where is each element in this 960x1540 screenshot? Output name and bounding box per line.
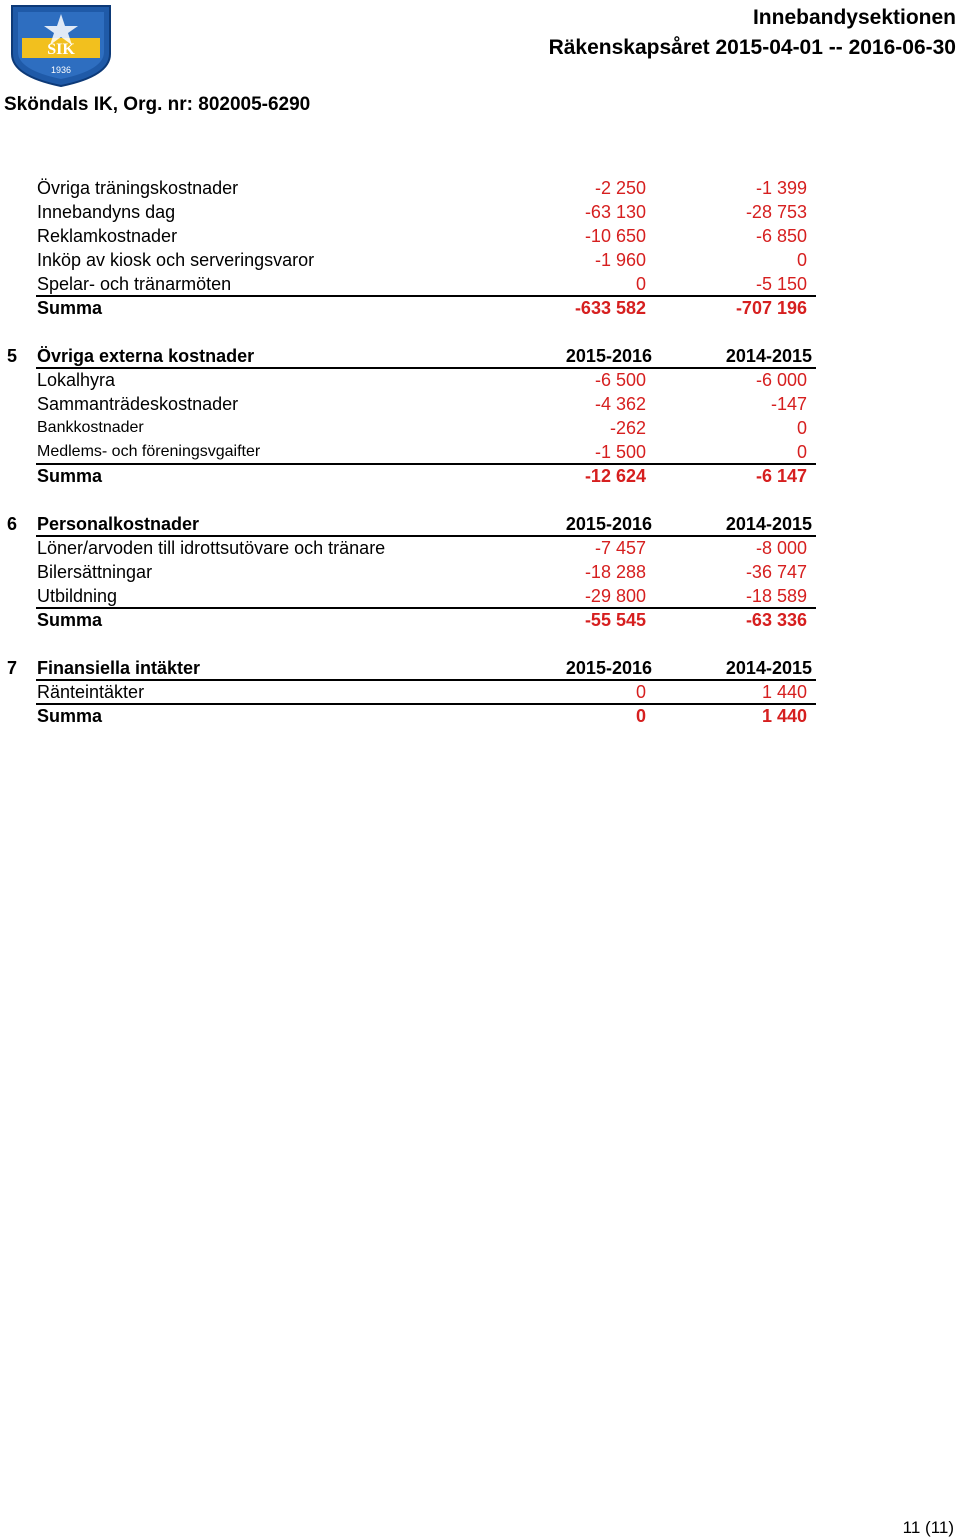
value-2015-2016: -1 960 <box>594 250 646 270</box>
club-logo <box>4 2 118 88</box>
section-header <box>0 512 960 536</box>
value-2015-2016: 0 <box>635 682 646 702</box>
value-2014-2015: 1 440 <box>761 682 807 702</box>
sum-row <box>0 704 960 728</box>
value-2014-2015: -28 753 <box>745 202 807 222</box>
value-2015-2016: -7 457 <box>594 538 646 558</box>
table-row <box>0 176 960 200</box>
value-2014-2015: 0 <box>796 250 807 270</box>
column-header-2014-2015: 2014-2015 <box>725 346 812 366</box>
table-row <box>0 584 960 608</box>
value-2014-2015: -6 000 <box>755 370 807 390</box>
sum-2014-2015: -6 147 <box>755 466 807 486</box>
sum-row <box>0 464 960 488</box>
table-row <box>0 560 960 584</box>
value-2014-2015: -18 589 <box>745 586 807 606</box>
value-2014-2015: -1 399 <box>755 178 807 198</box>
value-2014-2015: -5 150 <box>755 274 807 294</box>
value-2015-2016: -4 362 <box>594 394 646 414</box>
row-label: Utbildning <box>37 586 118 606</box>
sum-2014-2015: 1 440 <box>761 706 807 726</box>
sum-label: Summa <box>37 610 103 630</box>
section-title: Finansiella intäkter <box>37 658 201 678</box>
sum-2015-2016: 0 <box>635 706 646 726</box>
table-row <box>0 680 960 704</box>
fiscal-period: Räkenskapsåret 2015-04-01 -- 2016-06-30 <box>548 36 956 59</box>
value-2014-2015: -36 747 <box>745 562 807 582</box>
table-row <box>0 248 960 272</box>
row-label: Spelar- och tränarmöten <box>37 274 232 294</box>
sum-2014-2015: -63 336 <box>745 610 807 630</box>
value-2015-2016: 0 <box>635 274 646 294</box>
value-2015-2016: -6 500 <box>594 370 646 390</box>
value-2014-2015: -6 850 <box>755 226 807 246</box>
table-row <box>0 536 960 560</box>
value-2015-2016: -10 650 <box>584 226 646 246</box>
sum-label: Summa <box>37 706 103 726</box>
value-2015-2016: -18 288 <box>584 562 646 582</box>
row-label: Medlems- och föreningsvgaifter <box>37 443 261 460</box>
row-label: Sammanträdeskostnader <box>37 394 239 414</box>
sum-2015-2016: -633 582 <box>574 298 646 318</box>
section-header <box>0 656 960 680</box>
value-2014-2015: 0 <box>796 442 807 462</box>
row-label: Ränteintäkter <box>37 682 145 702</box>
table-row <box>0 272 960 296</box>
sum-label: Summa <box>37 466 103 486</box>
row-label: Bankkostnader <box>37 419 144 436</box>
report-section-title: Innebandysektionen <box>752 6 956 29</box>
value-2014-2015: -147 <box>770 394 807 414</box>
table-row <box>0 392 960 416</box>
logo-year: 1936 <box>50 65 72 75</box>
table-row <box>0 440 960 464</box>
page-number: 11 (11) <box>902 1518 954 1537</box>
sum-row <box>0 296 960 320</box>
row-label: Reklamkostnader <box>37 226 178 246</box>
table-row <box>0 224 960 248</box>
row-label: Lokalhyra <box>37 370 116 390</box>
note-number: 5 <box>7 346 18 366</box>
row-label: Innebandyns dag <box>37 202 176 222</box>
section-title: Personalkostnader <box>37 514 200 534</box>
row-label: Övriga träningskostnader <box>37 178 239 198</box>
logo-text: SIK <box>47 41 75 58</box>
value-2015-2016: -29 800 <box>584 586 646 606</box>
column-header-2015-2016: 2015-2016 <box>565 514 652 534</box>
value-2014-2015: 0 <box>796 418 807 438</box>
value-2014-2015: -8 000 <box>755 538 807 558</box>
value-2015-2016: -1 500 <box>594 442 646 462</box>
table-row <box>0 368 960 392</box>
organization-name: Sköndals IK, Org. nr: 802005-6290 <box>4 94 311 115</box>
section-header <box>0 344 960 368</box>
table-row <box>0 200 960 224</box>
column-header-2014-2015: 2014-2015 <box>725 514 812 534</box>
section-title: Övriga externa kostnader <box>37 346 255 366</box>
column-header-2015-2016: 2015-2016 <box>565 658 652 678</box>
note-number: 7 <box>7 658 18 678</box>
note-number: 6 <box>7 514 18 534</box>
sum-2015-2016: -55 545 <box>584 610 646 630</box>
value-2015-2016: -2 250 <box>594 178 646 198</box>
column-header-2014-2015: 2014-2015 <box>725 658 812 678</box>
sum-row <box>0 608 960 632</box>
sum-label: Summa <box>37 298 103 318</box>
value-2015-2016: -63 130 <box>584 202 646 222</box>
row-label: Löner/arvoden till idrottsutövare och tränare <box>37 538 386 558</box>
table-row <box>0 416 960 440</box>
row-label: Bilersättningar <box>37 562 153 582</box>
row-label: Inköp av kiosk och serveringsvaror <box>37 250 315 270</box>
value-2015-2016: -262 <box>609 418 646 438</box>
sum-2014-2015: -707 196 <box>735 298 807 318</box>
sum-2015-2016: -12 624 <box>584 466 646 486</box>
column-header-2015-2016: 2015-2016 <box>565 346 652 366</box>
